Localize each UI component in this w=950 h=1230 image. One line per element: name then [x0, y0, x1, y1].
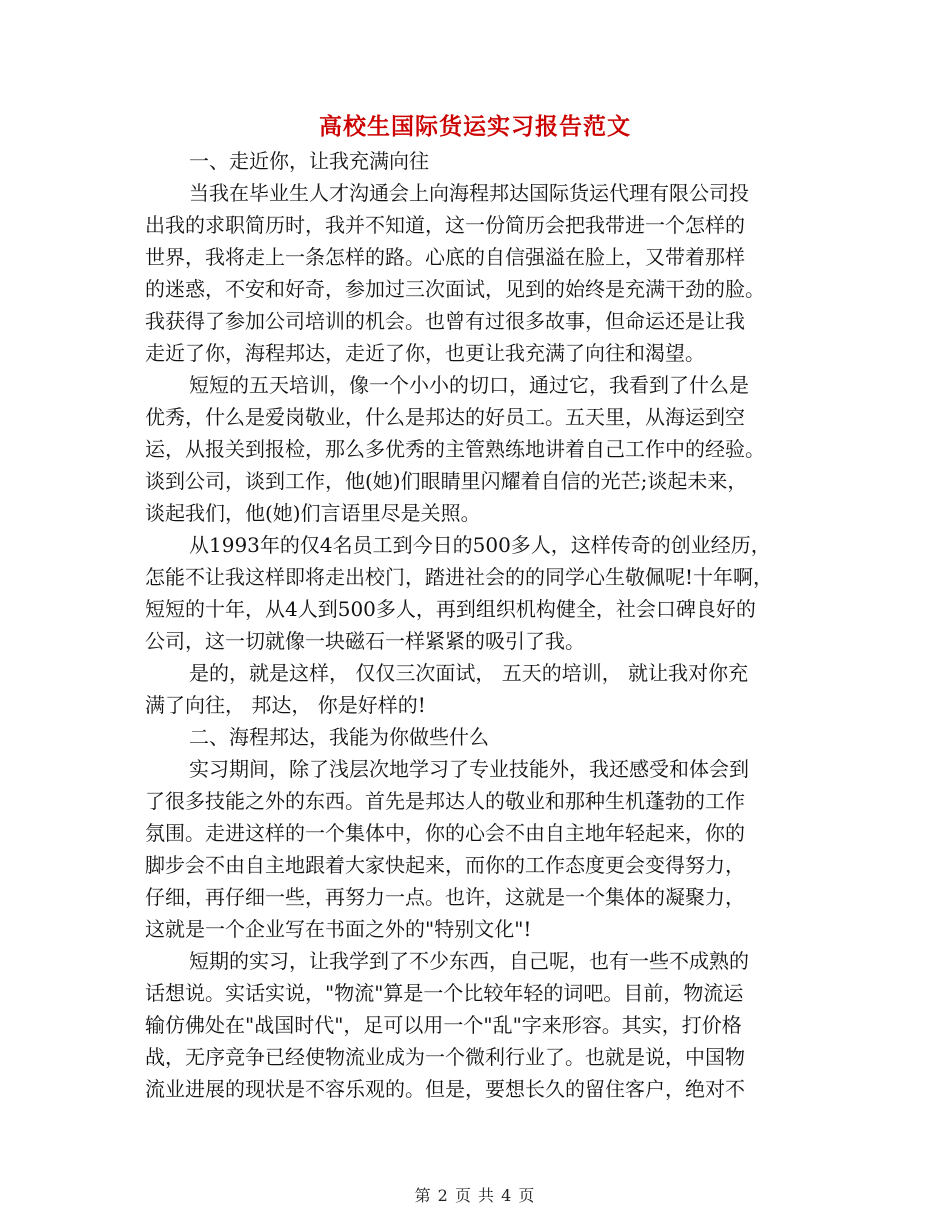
text-line: 仔细，再仔细一些，再努力一点。也许，这就是一个集体的凝聚力，	[145, 885, 745, 909]
text-line: 出我的求职简历时，我并不知道，这一份简历会把我带进一个怎样的	[145, 213, 745, 237]
text-line: 了很多技能之外的东西。首先是邦达人的敬业和那种生机蓬勃的工作	[145, 789, 745, 813]
document-body	[145, 145, 815, 1105]
text-line: 话想说。实话实说，"物流"算是一个比较年轻的词吧。目前，物流运	[145, 981, 744, 1005]
text-line: 脚步会不由自主地跟着大家快起来，而你的工作态度更会变得努力，	[145, 853, 745, 877]
text-line: 一、走近你，让我充满向往	[189, 149, 429, 173]
text-line: 实习期间，除了浅层次地学习了专业技能外，我还感受和体会到	[189, 757, 749, 781]
text-line: 这就是一个企业写在书面之外的"特别文化"!	[145, 917, 532, 941]
page-footer: 第 2 页 共 4 页	[414, 1186, 536, 1205]
text-line: 战，无序竞争已经使物流业成为一个微利行业了。也就是说，中国物	[145, 1045, 745, 1069]
text-line: 公司，这一切就像一块磁石一样紧紧的吸引了我。	[145, 629, 585, 653]
text-line: 怎能不让我这样即将走出校门，踏进社会的的同学心生敬佩呢!十年啊，	[145, 565, 774, 589]
text-line: 谈到公司，谈到工作，他(她)们眼睛里闪耀着自信的光芒;谈起未来，	[145, 469, 748, 493]
text-line: 谈起我们，他(她)们言语里尽是关照。	[145, 501, 481, 525]
text-line: 我获得了参加公司培训的机会。也曾有过很多故事，但命运还是让我	[145, 309, 745, 333]
text-line: 满了向往， 邦达， 你是好样的!	[145, 693, 426, 717]
text-line: 是的，就是这样， 仅仅三次面试， 五天的培训， 就让我对你充	[189, 661, 749, 685]
text-line: 短短的五天培训，像一个小小的切口，通过它，我看到了什么是	[189, 373, 749, 397]
text-line: 当我在毕业生人才沟通会上向海程邦达国际货运代理有限公司投	[189, 181, 749, 205]
text-line: 二、海程邦达，我能为你做些什么	[189, 725, 489, 749]
text-line: 短期的实习，让我学到了不少东西，自己呢，也有一些不成熟的	[189, 949, 749, 973]
document-title: 高校生国际货运实习报告范文	[319, 113, 631, 140]
text-line: 氛围。走进这样的一个集体中，你的心会不由自主地年轻起来，你的	[145, 821, 745, 845]
text-line: 运，从报关到报检，那么多优秀的主管熟练地讲着自己工作中的经验。	[145, 437, 765, 461]
text-line: 的迷惑，不安和好奇，参加过三次面试，见到的始终是充满干劲的脸。	[145, 277, 765, 301]
text-line: 走近了你，海程邦达，走近了你，也更让我充满了向往和渴望。	[145, 341, 705, 365]
text-line: 优秀，什么是爱岗敬业，什么是邦达的好员工。五天里，从海运到空	[145, 405, 745, 429]
text-line: 输仿佛处在"战国时代"，足可以用一个"乱"字来形容。其实，打价格	[145, 1013, 742, 1037]
text-line: 世界，我将走上一条怎样的路。心底的自信强溢在脸上，又带着那样	[145, 245, 745, 269]
text-line: 短短的十年，从4人到500多人，再到组织机构健全，社会口碑良好的	[145, 597, 756, 621]
text-line: 流业进展的现状是不容乐观的。但是，要想长久的留住客户，绝对不	[145, 1077, 745, 1101]
text-line: 从1993年的仅4名员工到今日的500多人，这样传奇的创业经历，	[189, 533, 771, 557]
